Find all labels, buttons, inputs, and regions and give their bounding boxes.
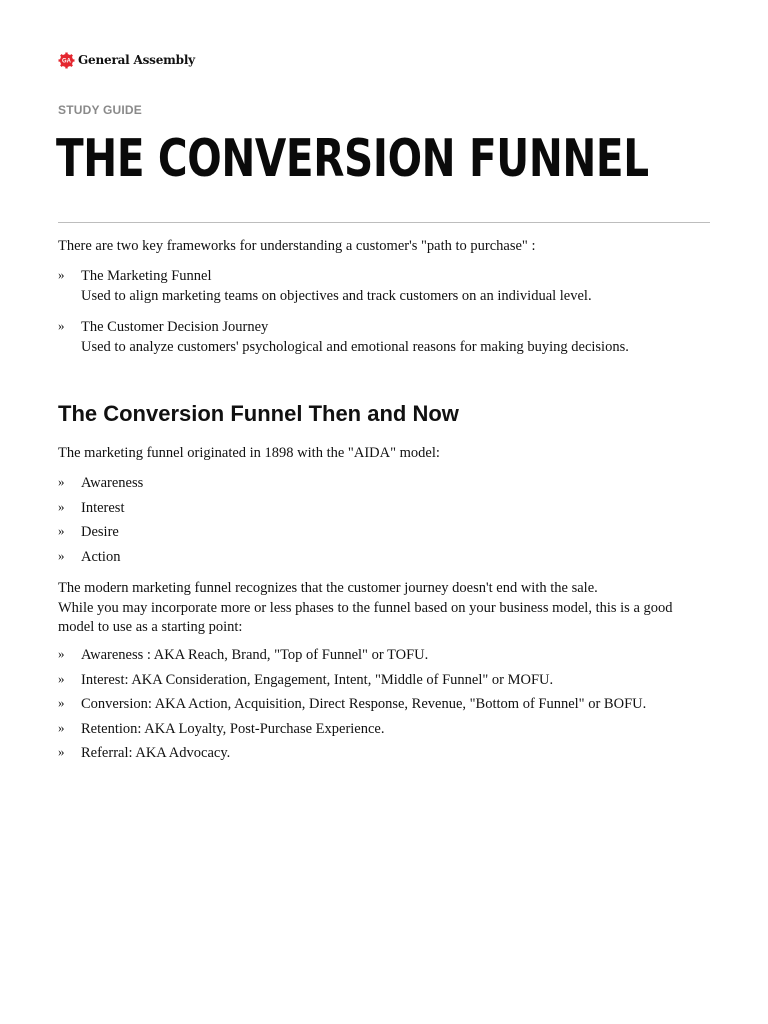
intro-paragraph: There are two key frameworks for understanding a customer's "path to purchase" :	[58, 238, 536, 254]
bullet-marker: »	[58, 267, 65, 282]
funnel-stage-text: Referral: AKA Advocacy.	[81, 745, 231, 761]
funnel-stage-item	[58, 744, 710, 764]
modern-funnel-line: While you may incorporate more or less phases to the funnel based on your business model, this is a good model to use as a starting point:	[58, 599, 673, 635]
funnel-stage-item	[58, 720, 710, 740]
bullet-marker: »	[58, 474, 65, 489]
aida-item-label: Desire	[81, 524, 119, 540]
framework-name: The Marketing Funnel	[81, 268, 212, 284]
aida-item	[58, 499, 710, 519]
aida-intro-paragraph: The marketing funnel originated in 1898 with the "AIDA" model:	[58, 445, 440, 461]
funnel-stages-list	[58, 646, 710, 764]
bullet-marker: »	[58, 523, 65, 538]
aida-item	[58, 474, 710, 494]
bullet-marker: »	[58, 744, 65, 759]
brand-name: General Assembly	[78, 53, 195, 67]
framework-item	[58, 267, 710, 306]
framework-name: The Customer Decision Journey	[81, 319, 269, 335]
funnel-stage-text: Awareness : AKA Reach, Brand, "Top of Funnel" or TOFU.	[81, 647, 429, 663]
bullet-marker: »	[58, 719, 65, 735]
framework-item	[58, 318, 710, 357]
document-title: THE CONVERSION FUNNEL	[56, 129, 649, 189]
document-kicker: STUDY GUIDE	[58, 103, 142, 117]
frameworks-list	[58, 267, 710, 357]
logo-monogram: GA	[62, 58, 71, 65]
funnel-stage-text: Retention: AKA Loyalty, Post-Purchase Experience.	[81, 720, 385, 737]
funnel-stage-text: Conversion: AKA Action, Acquisition, Direct Response, Revenue, "Bottom of Funnel" or BOFU.	[81, 696, 647, 712]
aida-item-label: Interest	[81, 499, 125, 516]
general-assembly-logo-icon	[58, 52, 75, 69]
bullet-marker: »	[58, 547, 65, 563]
funnel-stage-item	[58, 646, 710, 666]
aida-list	[58, 474, 710, 567]
bullet-marker: »	[58, 498, 65, 514]
aida-item-label: Action	[81, 548, 121, 565]
bullet-marker: »	[58, 670, 65, 686]
funnel-stage-item	[58, 671, 710, 691]
bullet-marker: »	[58, 695, 65, 710]
title-divider	[58, 222, 710, 223]
framework-description: Used to analyze customers' psychological and emotional reasons for making buying decisions.	[81, 338, 629, 355]
bullet-marker: »	[58, 318, 65, 333]
funnel-stage-text: Interest: AKA Consideration, Engagement, Intent, "Middle of Funnel" or MOFU.	[81, 671, 554, 688]
brand-header	[58, 50, 195, 70]
funnel-stage-item	[58, 695, 710, 715]
aida-item	[58, 523, 710, 543]
modern-funnel-line: The modern marketing funnel recognizes that the customer journey doesn't end with the sale.	[58, 580, 598, 596]
aida-item-label: Awareness	[81, 475, 144, 491]
section-heading: The Conversion Funnel Then and Now	[58, 401, 459, 426]
modern-funnel-paragraph	[58, 579, 710, 638]
framework-description: Used to align marketing teams on objectives and track customers on an individual level.	[81, 287, 592, 304]
bullet-marker: »	[58, 646, 65, 661]
aida-item	[58, 548, 710, 568]
